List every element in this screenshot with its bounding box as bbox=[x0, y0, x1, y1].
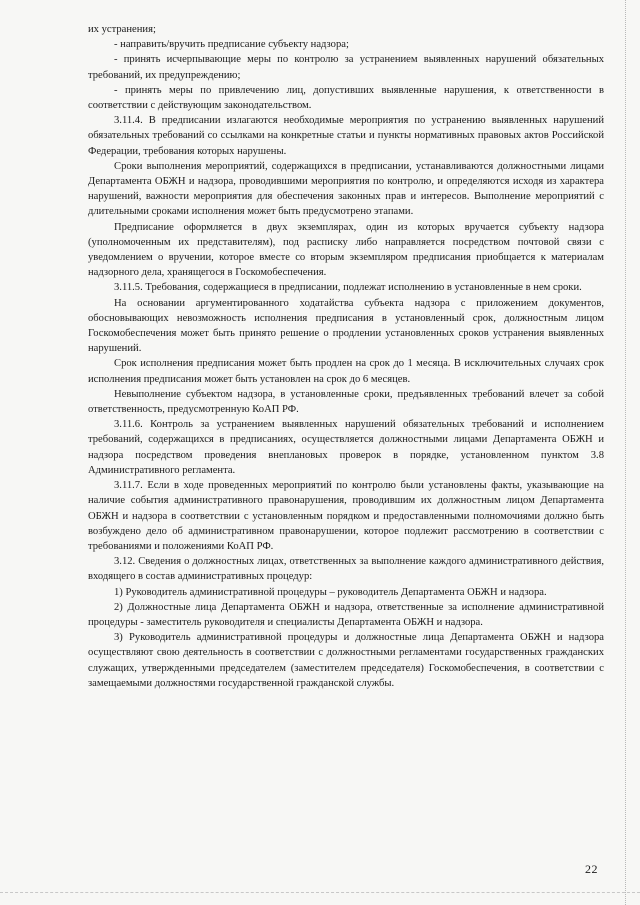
page-number: 22 bbox=[585, 862, 598, 876]
paragraph: 3.11.5. Требования, содержащиеся в предписании, подлежат исполнению в установленные в нем сроки. bbox=[114, 282, 582, 294]
paragraph: На основании аргументированного ходатайства субъекта надзора с приложением документов, обосновывающих невозможность исполнения предписания в установленный срок, должностным лицом Госкомобеспечения может быть принято решение о продлении установленных сроков устранения выявленных нарушений. bbox=[88, 297, 604, 355]
paragraph: Сроки выполнения мероприятий, содержащихся в предписании, устанавливаются должностными лицами Департамента ОБЖН и надзора, проводившими мероприятия по контролю, и определяются исходя из характера нарушений, важности мероприятия для обеспечения законных прав и интересов. Выполнение мероприятий с длительными сроками исполнения может быть предусмотрено этапами. bbox=[88, 160, 604, 218]
paragraph: 3.12. Сведения о должностных лицах, ответственных за выполнение каждого административного действия, входящего в состав административных процедур: bbox=[88, 556, 604, 583]
paragraph: 1) Руководитель административной процедуры – руководитель Департамента ОБЖН и надзора. bbox=[114, 586, 547, 598]
paragraph: 3.11.7. Если в ходе проведенных мероприятий по контролю были установлены факты, указывающие на наличие события административного правонарушения, проводившим их должностным лицом Департамента ОБЖН и надзора в соответствии с установленным порядком и предоставленными полномочиями должно быть возбуждено дело об административном правонарушении, которое подлежит рассмотрению в соответствии с требованиями и положениями КоАП РФ. bbox=[88, 480, 604, 552]
document-body bbox=[88, 22, 604, 691]
bottom-rule bbox=[0, 892, 640, 893]
paragraph: 3) Руководитель административной процедуры и должностные лица Департамента ОБЖН и надзора осуществляют свою деятельность в соответствии с должностными регламентами государственных гражданских служащих, утвержденными председателем (заместителем председателя) Госкомобеспечения, в соответствии с замещаемыми должностями государственной гражданской службы. bbox=[88, 632, 604, 689]
paragraph: - принять меры по привлечению лиц, допустивших выявленные нарушения, к ответственности в соответствии с действующим законодательством. bbox=[88, 84, 604, 112]
paragraph: 3.11.4. В предписании излагаются необходимые мероприятия по устранению выявленных нарушений обязательных требований со ссылками на конкретные статьи и пункты нормативных правовых актов Российской Федерации, требования которых нарушены. bbox=[88, 115, 604, 157]
paragraph: их устранения; bbox=[88, 24, 156, 35]
scan-edge-mark bbox=[625, 0, 636, 905]
paragraph: Предписание оформляется в двух экземплярах, один из которых вручается субъекту надзора (уполномоченным их представителям), под расписку либо направляется посредством почтовой связи с уведомлением о вручении, которое вместе со вторым экземпляром предписания приобщается к материалам надзорного дела, хранящегося в Госкомобеспечения. bbox=[88, 221, 604, 279]
paragraph: Срок исполнения предписания может быть продлен на срок до 1 месяца. В исключительных случаях срок исполнения предписания может быть установлен на срок до 6 месяцев. bbox=[88, 358, 604, 385]
paragraph: 3.11.6. Контроль за устранением выявленных нарушений обязательных требований и исполнением требований, содержащихся в предписаниях, осуществляется должностными лицами Департамента ОБЖН и надзора посредством проведения внеплановых проверок в порядке, установленном пунктом 3.8 Административного регламента. bbox=[88, 419, 604, 476]
paragraph: Невыполнение субъектом надзора, в установленные сроки, предъявленных требований влечет за собой ответственность, предусмотренную КоАП РФ. bbox=[88, 388, 604, 416]
paragraph: - направить/вручить предписание субъекту надзора; bbox=[114, 39, 349, 51]
paragraph: 2) Должностные лица Департамента ОБЖН и надзора, ответственные за исполнение административной процедуры - заместитель руководителя и специалисты Департамента ОБЖН и надзора. bbox=[88, 601, 604, 628]
paragraph: - принять исчерпывающие меры по контролю за устранением выявленных нарушений обязательных требований, их предупреждению; bbox=[88, 54, 604, 81]
